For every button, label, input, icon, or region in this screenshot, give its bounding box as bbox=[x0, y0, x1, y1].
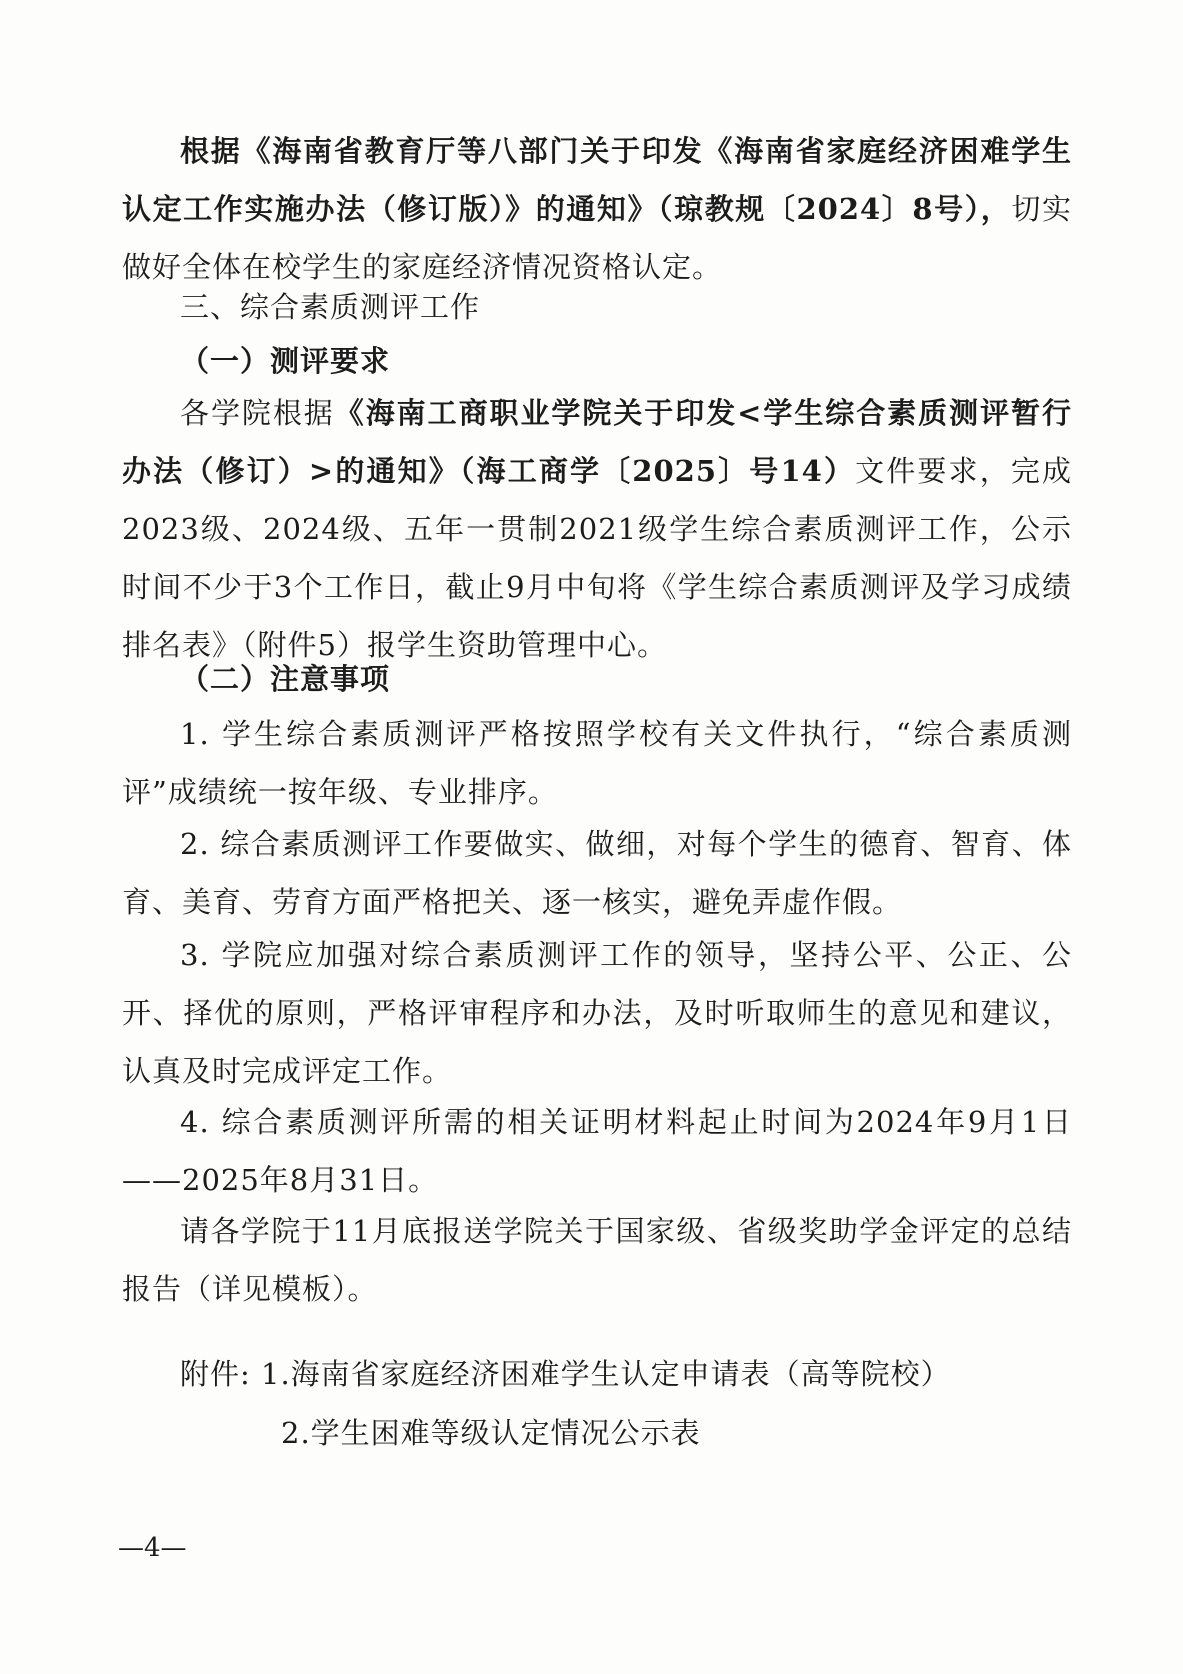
paragraph-family-assessment bbox=[122, 122, 1072, 296]
paragraph-final-report: 请各学院于11月底报送学院关于国家级、省级奖助学金评定的总结报告（详见模板）。 bbox=[122, 1214, 1072, 1306]
list-item-1: 1. 学生综合素质测评严格按照学校有关文件执行，“综合素质测评”成绩统一按年级、专业排序。 bbox=[122, 717, 1072, 809]
attachment-item-2: 2.学生困难等级认定情况公示表 bbox=[281, 1416, 701, 1450]
paragraph-bold-part: 《海南工商职业学院关于印发<学生综合素质测评暂行办法（修订）>的通知》（海工商学〔2025〕号14） bbox=[122, 396, 1072, 488]
list-item-3: 3. 学院应加强对综合素质测评工作的领导，坚持公平、公正、公开、择优的原则，严格评审程序和办法，及时听取师生的意见和建议，认真及时完成评定工作。 bbox=[122, 938, 1072, 1088]
attachment-item-1: 1.海南省家庭经济困难学生认定申请表（高等院校） bbox=[261, 1357, 951, 1391]
list-item-4: 4. 综合素质测评所需的相关证明材料起止时间为2024年9月1日——2025年8月31日。 bbox=[122, 1105, 1072, 1197]
page-number: —4— bbox=[118, 1533, 187, 1563]
section-heading-3: 三、综合素质测评工作 bbox=[180, 290, 481, 324]
attachment-line-1 bbox=[180, 1349, 951, 1399]
subsection-heading-2: （二）注意事项 bbox=[180, 662, 391, 696]
paragraph-evaluation-requirements bbox=[122, 384, 1072, 674]
paragraph-lead: 各学院根据 bbox=[180, 396, 335, 430]
paragraph-rest-part: 文件要求，完成2023级、2024级、五年一贯制2021级学生综合素质测评工作，公示时间不少于3个工作日，截止9月中旬将《学生综合素质测评及学习成绩排名表》（附件5）报学生资助管理中心。 bbox=[122, 454, 1072, 662]
list-item-2: 2. 综合素质测评工作要做实、做细，对每个学生的德育、智育、体育、美育、劳育方面严格把关、逐一核实，避免弄虚作假。 bbox=[122, 827, 1072, 919]
attachment-label: 附件: bbox=[180, 1357, 251, 1391]
paragraph-rest-part: 切实做好全体在校学生的家庭经济情况资格认定。 bbox=[122, 192, 1072, 284]
paragraph-bold-part: 根据《海南省教育厅等八部门关于印发《海南省家庭经济困难学生认定工作实施办法（修订版）》的通知》（琼教规〔2024〕8号）， bbox=[122, 134, 1072, 226]
subsection-heading-1: （一）测评要求 bbox=[180, 344, 391, 378]
